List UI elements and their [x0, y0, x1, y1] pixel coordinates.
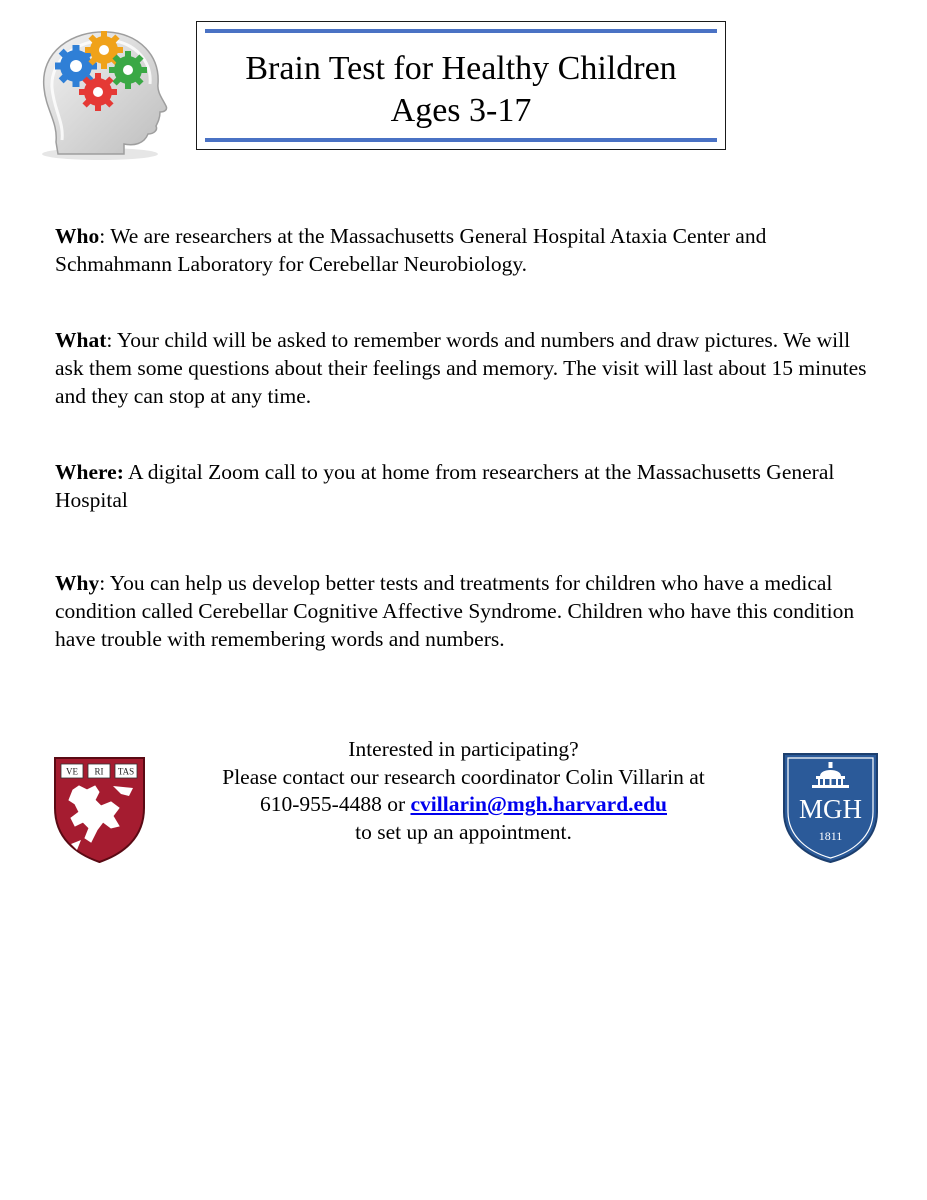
contact-line-3 — [160, 791, 767, 819]
contact-line-2: Please contact our research coordinator Colin Villarin at — [222, 764, 705, 789]
harvard-book-3: TAS — [117, 766, 135, 777]
harvard-book-2: RI — [94, 766, 104, 777]
contact-email-link[interactable]: cvillarin@mgh.harvard.edu — [410, 792, 667, 816]
harvard-book-1: VE — [66, 766, 78, 777]
section-where-text: A digital Zoom call to you at home from researchers at the Massachusetts General Hospital — [55, 460, 835, 512]
mgh-year: 1811 — [818, 829, 843, 843]
section-what-separator: : — [106, 328, 113, 352]
contact-line-4: to set up an appointment. — [355, 819, 572, 844]
contact-phone: 610-955-4488 or — [260, 792, 411, 816]
mgh-shield-icon — [782, 752, 879, 864]
title-line-1: Brain Test for Healthy Children — [245, 50, 677, 87]
harvard-veritas-shield-icon — [53, 756, 146, 864]
page-title — [197, 48, 725, 132]
title-box — [196, 21, 726, 150]
mgh-text: MGH — [798, 794, 863, 824]
title-bottom-rule — [205, 138, 717, 142]
section-why-separator: : — [99, 571, 106, 595]
section-what-text: Your child will be asked to remember words and numbers and draw pictures. We will ask them some questions about their feelings and memory. The visit will last about 15 minutes and they can stop at any time. — [55, 328, 867, 408]
section-why — [55, 569, 875, 653]
section-where-label: Where: — [55, 460, 124, 484]
title-line-2: Ages 3-17 — [390, 92, 532, 129]
section-who-text: We are researchers at the Massachusetts General Hospital Ataxia Center and Schmahmann Laboratory for Cerebellar Neurobiology. — [55, 224, 767, 276]
section-why-label: Why — [55, 571, 100, 595]
section-where — [55, 458, 875, 514]
contact-block — [160, 736, 767, 846]
section-who — [55, 222, 875, 278]
brain-gears-icon — [28, 22, 178, 162]
section-who-separator: : — [99, 224, 106, 248]
contact-line-1: Interested in participating? — [348, 737, 579, 761]
section-who-label: Who — [55, 224, 100, 248]
section-what-label: What — [55, 328, 107, 352]
section-why-text: You can help us develop better tests and treatments for children who have a medical condition called Cerebellar Cognitive Affective Syndrome. Children who have this condition have trouble with remembering words and numbers. — [55, 571, 855, 651]
section-what — [55, 326, 875, 410]
title-top-rule — [205, 29, 717, 33]
